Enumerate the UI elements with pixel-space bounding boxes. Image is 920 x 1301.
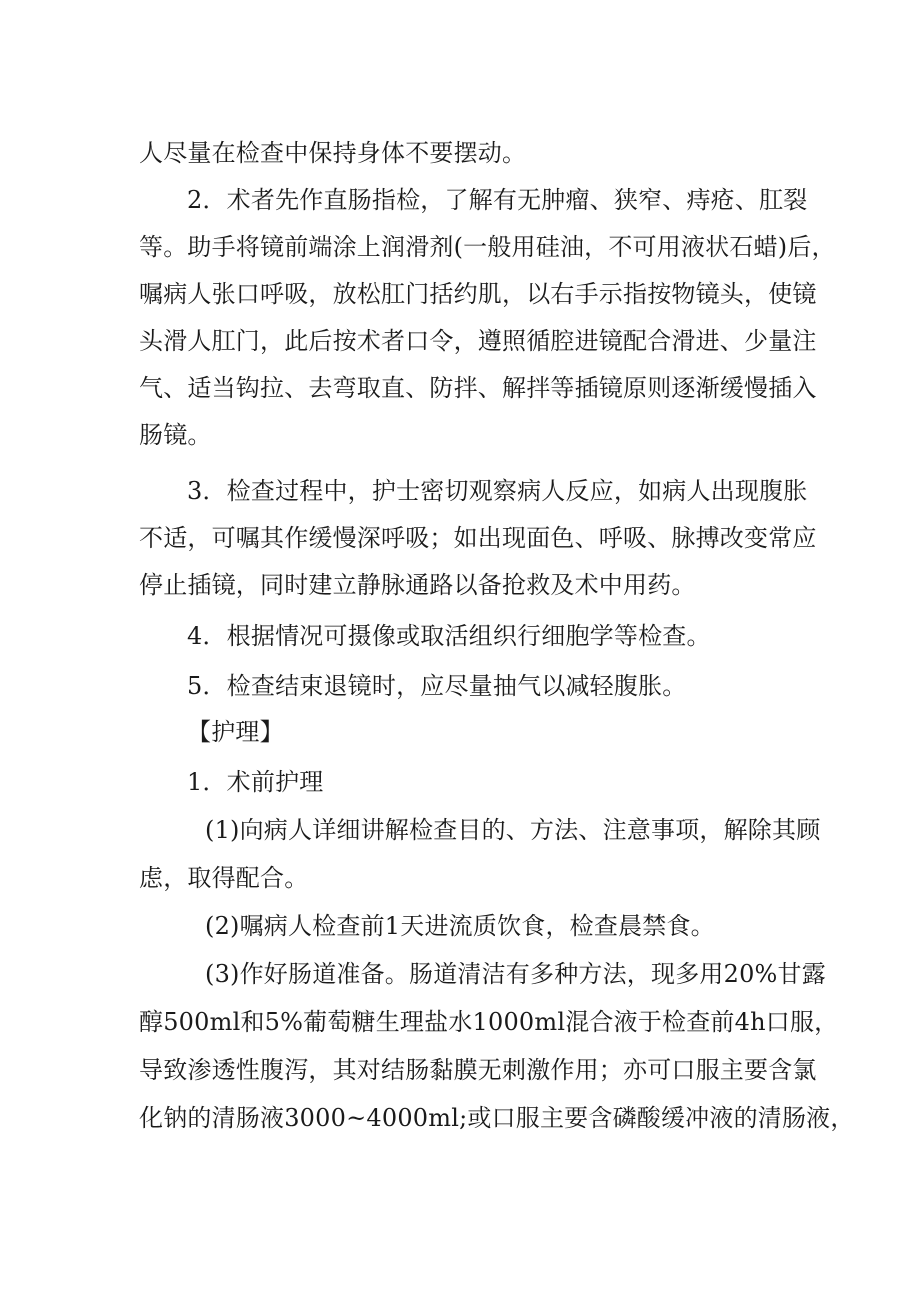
text-line: 导致渗透性腹泻，其对结肠黏膜无刺激作用；亦可口服主要含氯 — [139, 1056, 817, 1084]
text-line: 停止插镜，同时建立静脉通路以备抢救及术中用药。 — [139, 571, 696, 599]
text-line: 2．术者先作直肠指检，了解有无肿瘤、狭窄、痔疮、肛裂 — [187, 186, 808, 214]
text-line: 等。助手将镜前端涂上润滑剂(一般用硅油，不可用液状石蜡)后， — [139, 233, 836, 261]
text-line: (3)作好肠道准备。肠道清洁有多种方法，现多用20%甘露 — [205, 960, 826, 988]
text-line: 人尽量在检查中保持身体不要摆动。 — [139, 139, 527, 167]
text-line: (2)嘱病人检查前1天进流质饮食，检查晨禁食。 — [205, 912, 715, 940]
text-line: 头滑人肛门，此后按术者口令，遵照循腔进镜配合滑进、少量注 — [139, 327, 817, 355]
text-line: 3．检查过程中，护士密切观察病人反应，如病人出现腹胀 — [187, 477, 808, 505]
text-line: 醇500ml和5%葡萄糖生理盐水1000ml混合液于检查前4h口服， — [139, 1008, 839, 1036]
text-line: 4．根据情况可摄像或取活组织行细胞学等检查。 — [187, 622, 711, 650]
text-line: 不适，可嘱其作缓慢深呼吸；如出现面色、呼吸、脉搏改变常应 — [139, 524, 817, 552]
subsection-heading: 1．术前护理 — [187, 768, 324, 796]
text-line: 肠镜。 — [139, 421, 212, 449]
text-line: 化钠的清肠液3000~4000ml;或口服主要含磷酸缓冲液的清肠液， — [139, 1104, 855, 1132]
text-line: 嘱病人张口呼吸，放松肛门括约肌，以右手示指按物镜头，使镜 — [139, 280, 817, 308]
text-line: (1)向病人详细讲解检查目的、方法、注意事项，解除其顾 — [205, 816, 821, 844]
text-line: 虑，取得配合。 — [139, 864, 309, 892]
section-heading: 【护理】 — [187, 718, 284, 746]
text-line: 5．检查结束退镜时，应尽量抽气以减轻腹胀。 — [187, 672, 687, 700]
text-line: 气、适当钩拉、去弯取直、防拌、解拌等插镜原则逐渐缓慢插入 — [139, 374, 817, 402]
